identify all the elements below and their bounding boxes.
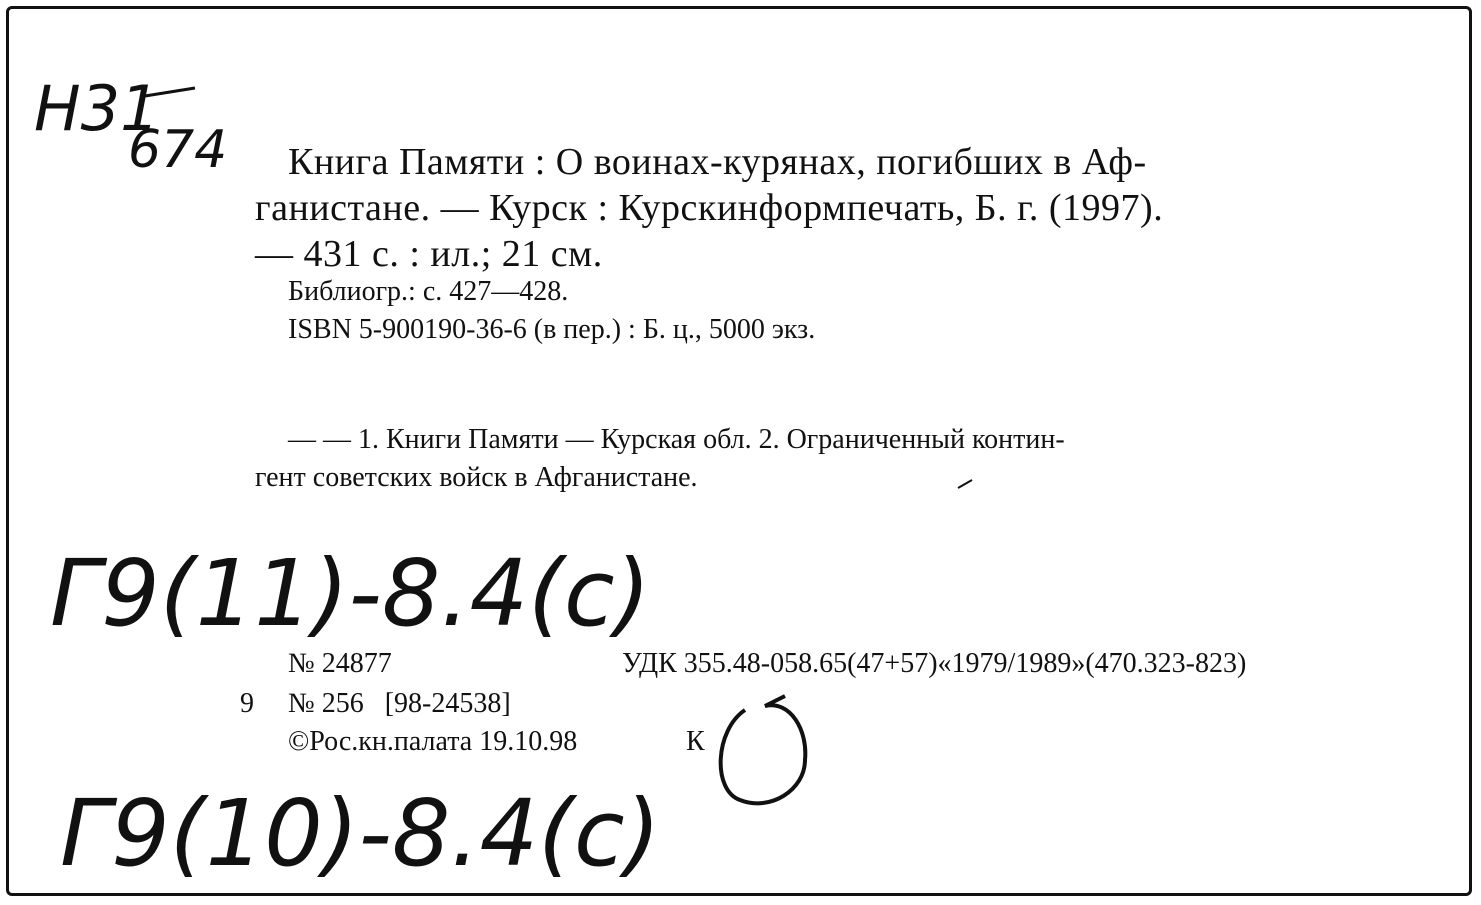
copyright-line: ©Рос.кн.палата 19.10.98 xyxy=(288,726,578,757)
overbar-mark xyxy=(145,88,195,96)
card-number-2: № 256 [98-24538] xyxy=(288,688,511,719)
title-line-2: ганистане. — Курск : Курскинформпечать, Б. г. (1997). xyxy=(255,187,1164,229)
title-line-1: Книга Памяти : О воинах-курянах, погибших в Аф- xyxy=(288,141,1147,183)
handwritten-code-top: Н31 xyxy=(34,72,160,145)
stamp-circle-icon xyxy=(721,696,806,803)
isbn-line: ISBN 5-900190-36-6 (в пер.) : Б. ц., 5000 экз. xyxy=(288,314,816,345)
udc-index: УДК 355.48-058.65(47+57)«1979/1989»(470.323-823) xyxy=(622,648,1247,679)
subjects-line-2: гент советских войск в Афганистане. xyxy=(255,462,698,493)
copyright-suffix: К xyxy=(686,726,705,757)
card-number: № 24877 xyxy=(288,648,392,679)
card-prefix: 9 xyxy=(240,688,254,719)
handwritten-class-mark-1: Г9(11)-8.4(с) xyxy=(50,540,651,647)
stray-mark xyxy=(958,480,972,488)
bibliography-note: Библиогр.: с. 427—428. xyxy=(288,276,569,307)
handwritten-class-mark-2: Г9(10)-8.4(с) xyxy=(60,780,661,887)
title-line-3: — 431 с. : ил.; 21 см. xyxy=(255,233,603,275)
subjects-line-1: — — 1. Книги Памяти — Курская обл. 2. Ограниченный контин- xyxy=(288,424,1065,455)
handwritten-code-bottom: 674 xyxy=(128,120,228,180)
